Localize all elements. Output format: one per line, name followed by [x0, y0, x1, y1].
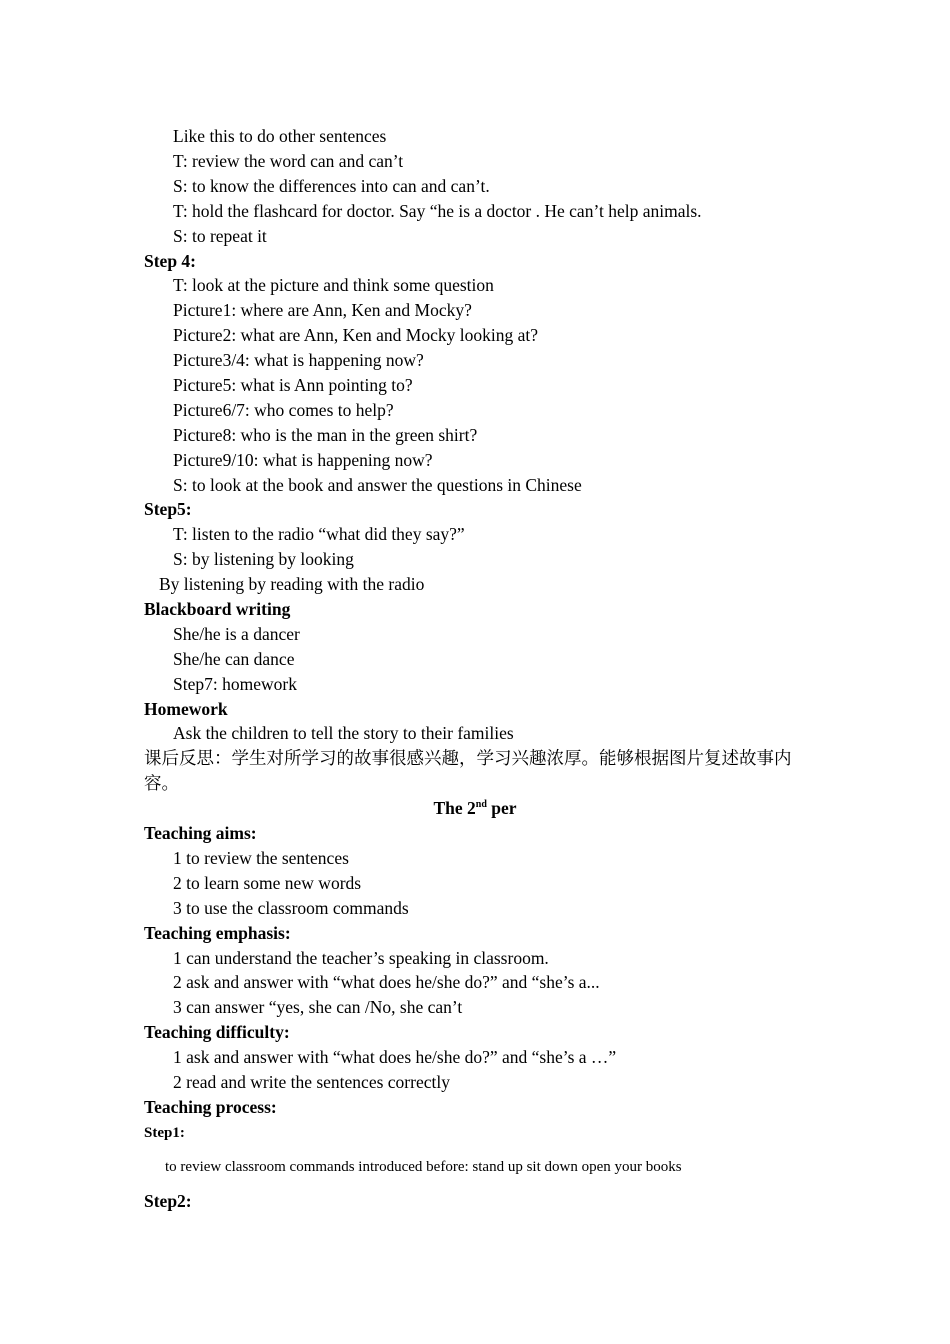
- step5-extra-line: By listening by reading with the radio: [159, 574, 425, 594]
- step4-line-6: Picture6/7: who comes to help?: [173, 400, 394, 420]
- step4-line-7: Picture8: who is the man in the green shirt?: [173, 425, 478, 445]
- homework-line: Ask the children to tell the story to their families: [173, 723, 514, 743]
- period-title-sup: nd: [475, 799, 487, 811]
- step3-line-3: S: to know the differences into can and can’t.: [173, 176, 490, 196]
- teaching-difficulty-heading: Teaching difficulty:: [144, 1022, 290, 1042]
- blackboard-line-3: Step7: homework: [173, 674, 297, 694]
- teaching-emphasis-heading: Teaching emphasis:: [144, 923, 291, 943]
- process-step1-line: to review classroom commands introduced before: stand up sit down open your books: [165, 1159, 682, 1175]
- teaching-aims-heading: Teaching aims:: [144, 823, 257, 843]
- step3-line-2: T: review the word can and can’t: [173, 151, 404, 171]
- teaching-aims-line-2: 2 to learn some new words: [173, 873, 362, 893]
- period-title-prefix: The 2: [433, 798, 476, 818]
- reflection-paragraph: 课后反思：学生对所学习的故事很感兴趣，学习兴趣浓厚。能够根据图片复述故事内容。: [144, 748, 792, 793]
- step4-line-5: Picture5: what is Ann pointing to?: [173, 375, 413, 395]
- teaching-emphasis-line-3: 3 can answer “yes, she can /No, she can’t: [173, 997, 463, 1017]
- teaching-aims-line-1: 1 to review the sentences: [173, 848, 349, 868]
- step5-line-1: T: listen to the radio “what did they say?”: [173, 524, 465, 544]
- step4-heading: Step 4:: [144, 251, 197, 271]
- process-step2-heading: Step2:: [144, 1191, 192, 1211]
- step3-line-4: T: hold the flashcard for doctor. Say “he is a doctor . He can’t help animals.: [173, 201, 702, 221]
- teaching-difficulty-line-1: 1 ask and answer with “what does he/she do?” and “she’s a …”: [173, 1047, 617, 1067]
- teaching-aims-line-3: 3 to use the classroom commands: [173, 898, 409, 918]
- blackboard-line-1: She/he is a dancer: [173, 624, 300, 644]
- process-step1-heading: Step1:: [144, 1125, 185, 1141]
- step5-heading: Step5:: [144, 499, 192, 519]
- teaching-emphasis-line-1: 1 can understand the teacher’s speaking in classroom.: [173, 948, 549, 968]
- step4-line-8: Picture9/10: what is happening now?: [173, 450, 433, 470]
- step4-line-1: T: look at the picture and think some question: [173, 275, 494, 295]
- teaching-difficulty-line-2: 2 read and write the sentences correctly: [173, 1072, 450, 1092]
- step4-line-2: Picture1: where are Ann, Ken and Mocky?: [173, 300, 472, 320]
- teaching-process-heading: Teaching process:: [144, 1097, 277, 1117]
- period-title: [0, 796, 950, 821]
- blackboard-line-2: She/he can dance: [173, 649, 295, 669]
- teaching-emphasis-line-2: 2 ask and answer with “what does he/she do?” and “she’s a...: [173, 972, 600, 992]
- homework-heading: Homework: [144, 699, 228, 719]
- step4-line-3: Picture2: what are Ann, Ken and Mocky looking at?: [173, 325, 538, 345]
- step5-line-2: S: by listening by looking: [173, 549, 354, 569]
- blackboard-heading: Blackboard writing: [144, 599, 291, 619]
- step4-line-9: S: to look at the book and answer the questions in Chinese: [173, 475, 582, 495]
- step3-line-5: S: to repeat it: [173, 226, 267, 246]
- step4-line-4: Picture3/4: what is happening now?: [173, 350, 424, 370]
- step3-line-1: Like this to do other sentences: [173, 126, 387, 146]
- period-title-suffix: per: [486, 798, 517, 818]
